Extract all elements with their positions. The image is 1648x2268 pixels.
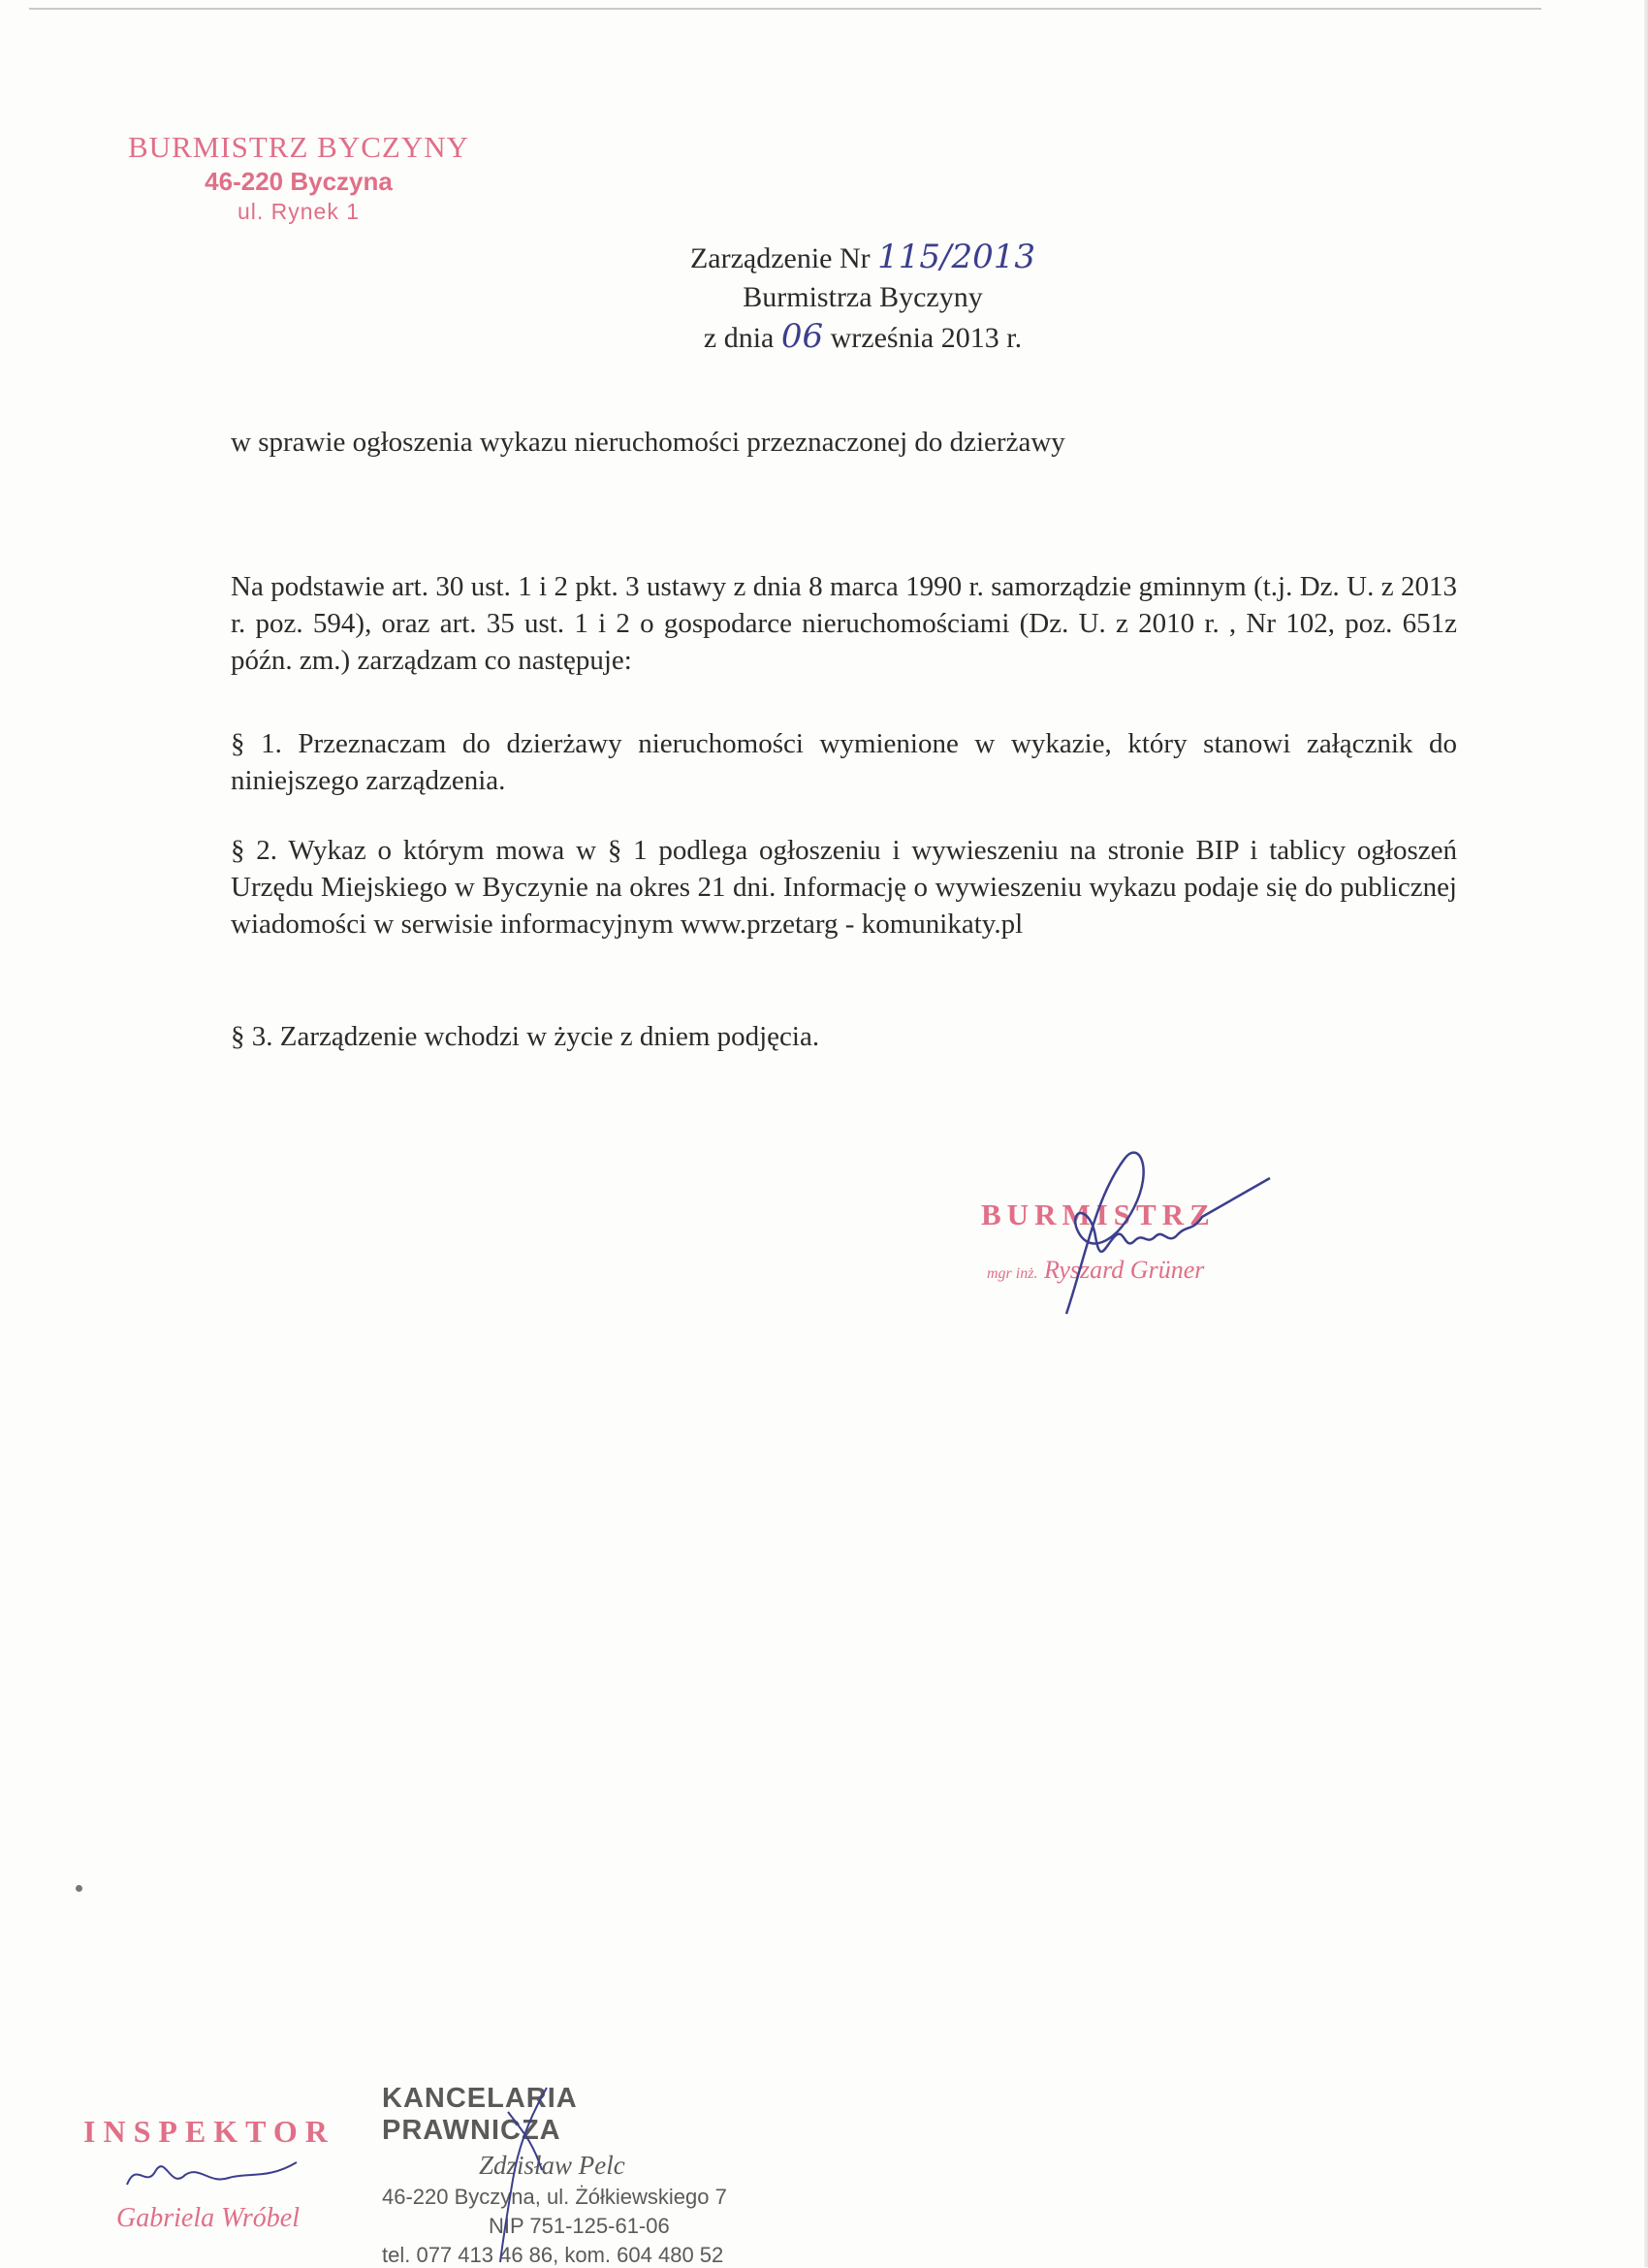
- inspector-stamp-title: INSPEKTOR: [83, 2114, 335, 2149]
- law-office-stamp: [382, 2083, 750, 2268]
- order-number-line: [620, 238, 1105, 278]
- stamp-line-street: ul. Rynek 1: [237, 199, 361, 224]
- law-office-name: Zdzisław Pelc: [479, 2151, 625, 2180]
- scan-edge-line: [29, 8, 1541, 10]
- mayor-name-prefix: mgr inż.: [987, 1265, 1038, 1282]
- inspector-stamp: [83, 2114, 374, 2233]
- law-office-handwritten-signature: [489, 2083, 566, 2267]
- order-authority: Burmistrza Byczyny: [743, 281, 983, 313]
- legal-basis-paragraph: Na podstawie art. 30 ust. 1 i 2 pkt. 3 ustawy z dnia 8 marca 1990 r. samorządzie gminnym (t.j. Dz. U. z 2013 r. poz. 594), oraz art. 35 ust. 1 i 2 o gospodarce nieruchomościami (Dz. U. z 2010 r. , Nr 102, poz. 651z późn. zm.) zarządzam co następuje:: [231, 571, 1457, 676]
- mayor-header-stamp: [114, 130, 483, 225]
- inspector-handwritten-signature: [122, 2151, 316, 2199]
- date-day-handwritten: 06: [780, 317, 824, 356]
- mayor-name: Ryszard Grüner: [1043, 1256, 1205, 1284]
- mayor-signature-stamp: [979, 1139, 1309, 1333]
- law-office-phone: tel. 077 413 46 86, kom. 604 480 52: [382, 2243, 724, 2267]
- order-subject: w sprawie ogłoszenia wykazu nieruchomości przeznaczonej do dzierżawy: [231, 427, 1065, 458]
- date-suffix: września 2013 r.: [830, 322, 1023, 354]
- law-office-title: KANCELARIA PRAWNICZA: [382, 2083, 577, 2146]
- section-1-paragraph: § 1. Przeznaczam do dzierżawy nieruchomości wymienione w wykazie, który stanowi załącznik do niniejszego zarządzenia.: [231, 728, 1457, 796]
- stamp-line-title: BURMISTRZ BYCZYNY: [127, 130, 469, 164]
- stamp-line-postcode: 46-220 Byczyna: [205, 167, 393, 196]
- mayor-stamp-title: BURMISTRZ: [981, 1198, 1216, 1231]
- order-prefix: Zarządzenie Nr: [689, 242, 871, 274]
- law-office-nip: NIP 751-125-61-06: [489, 2214, 670, 2238]
- inspector-stamp-name: Gabriela Wróbel: [116, 2203, 300, 2233]
- order-date-line: [620, 317, 1105, 358]
- scan-right-edge: [1644, 0, 1648, 2267]
- section-3-paragraph: § 3. Zarządzenie wchodzi w życie z dniem podjęcia.: [231, 1021, 820, 1052]
- date-prefix: z dnia: [703, 322, 775, 354]
- order-heading: [620, 238, 1105, 358]
- section-2-paragraph: § 2. Wykaz o którym mowa w § 1 podlega ogłoszeniu i wywieszeniu na stronie BIP i tablicy ogłoszeń Urzędu Miejskiego w Byczynie na okres 21 dni. Informację o wywieszeniu wykazu podaje się do publicznej wiadomości w serwisie informacyjnym www.przetarg - komunikaty.pl: [231, 835, 1457, 940]
- law-office-address: 46-220 Byczyna, ul. Żółkiewskiego 7: [382, 2185, 727, 2209]
- scan-speck: [76, 1885, 82, 1892]
- order-number-handwritten: 115/2013: [877, 238, 1036, 276]
- mayor-handwritten-signature: [979, 1139, 1309, 1333]
